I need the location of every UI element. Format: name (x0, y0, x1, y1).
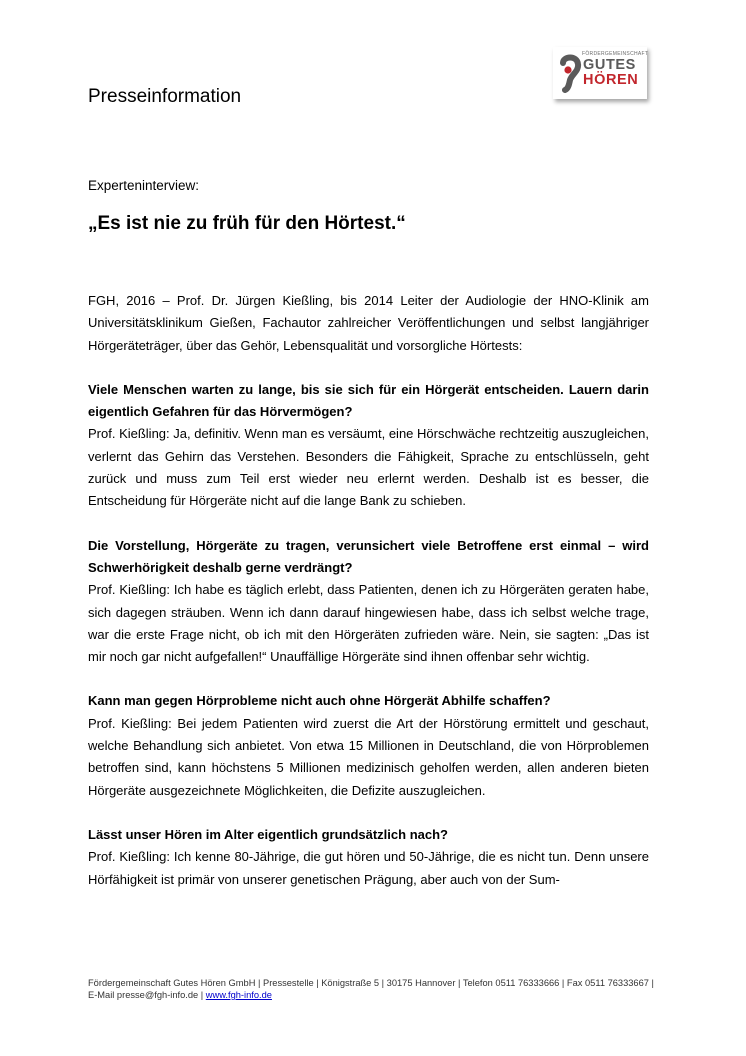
qa-block (88, 535, 649, 669)
question: Viele Menschen warten zu lange, bis sie sich für ein Hörgerät entscheiden. Lauern darin eigentlich Gefahren für das Hörvermögen? (88, 381, 649, 420)
gutes-hoeren-logo (553, 47, 647, 99)
answer: Prof. Kießling: Ich kenne 80-Jährige, die gut hören und 50-Jährige, die es nicht tun. Denn unsere Hörfähigkeit ist primär von unserer genetischen Prägung, aber auch von der Sum- (88, 849, 649, 887)
qa-block (88, 824, 649, 891)
question: Die Vorstellung, Hörgeräte zu tragen, verunsichert viele Betroffene erst einmal – wird Schwerhörigkeit deshalb gerne verdrängt? (88, 537, 649, 575)
headline: „Es ist nie zu früh für den Hörtest.“ (88, 213, 406, 234)
intro-paragraph: FGH, 2016 – Prof. Dr. Jürgen Kießling, bis 2014 Leiter der Audiologie der HNO-Klinik am Universitätsklinikum Gießen, Fachautor zahlreicher Veröffentlichungen und selbst langjähriger Hörgeräteträger, über das Gehör, Lebensqualität und vorsorgliche Hörtests: (88, 293, 649, 353)
footer-contact-text: Fördergemeinschaft Gutes Hören GmbH | Pressestelle | Königstraße 5 | 30175 Hannover | Telefon 0511 76333666 | Fax 0511 76333667 | E-Mail presse@fgh-info.de | (88, 978, 654, 1000)
question: Kann man gegen Hörprobleme nicht auch ohne Hörgerät Abhilfe schaffen? (88, 693, 551, 709)
footer (88, 977, 658, 1001)
qa-block (88, 379, 649, 513)
logo-line-1: GUTES (583, 57, 636, 73)
logo-line-2: HÖREN (583, 72, 639, 88)
ear-icon (557, 53, 583, 93)
qa-block (88, 690, 649, 801)
answer: Prof. Kießling: Bei jedem Patienten wird zuerst die Art der Hörstörung ermittelt und geschaut, welche Behandlung sich anbietet. Von etwa 15 Millionen in Deutschland, die von Hörproblemen betroffen sind, kann höchstens 5 Millionen medizinisch geholfen werden, allen anderen bieten Hörgeräte ausgezeichnete Möglichkeiten, die Defizite auszugleichen. (88, 715, 649, 798)
page-title: Presseinformation (88, 86, 242, 107)
question: Lässt unser Hören im Alter eigentlich grundsätzlich nach? (88, 826, 448, 842)
article-body (88, 290, 649, 913)
answer: Prof. Kießling: Ja, definitiv. Wenn man es versäumt, eine Hörschwäche rechtzeitig auszugleichen, verlernt das Gehirn das Verstehen. Besonders die Fähigkeit, Sprache zu entschlüsseln, geht zurück und muss zum Teil erst wieder neu erlernt werden. Deshalb ist es besser, die Entscheidung für Hörgeräte nicht auf die lange Bank zu schieben. (88, 426, 649, 509)
logo-small-text: FÖRDERGEMEINSCHAFT (582, 51, 649, 57)
footer-website-link[interactable]: www.fgh-info.de (205, 990, 272, 1000)
document-label: Experteninterview: (88, 178, 200, 193)
answer: Prof. Kießling: Ich habe es täglich erlebt, dass Patienten, denen ich zu Hörgeräten geraten habe, sich dagegen sträuben. Wenn ich dann darauf hingewiesen habe, dass ich selbst welche trage, war die erste Frage nicht, ob ich mit den Hörgeräten zufrieden wäre. Nein, sie sagten: „Das ist mir noch gar nicht aufgefallen!“ Unauffällige Hörgeräte sind ihnen offenbar sehr wichtig. (88, 582, 649, 665)
